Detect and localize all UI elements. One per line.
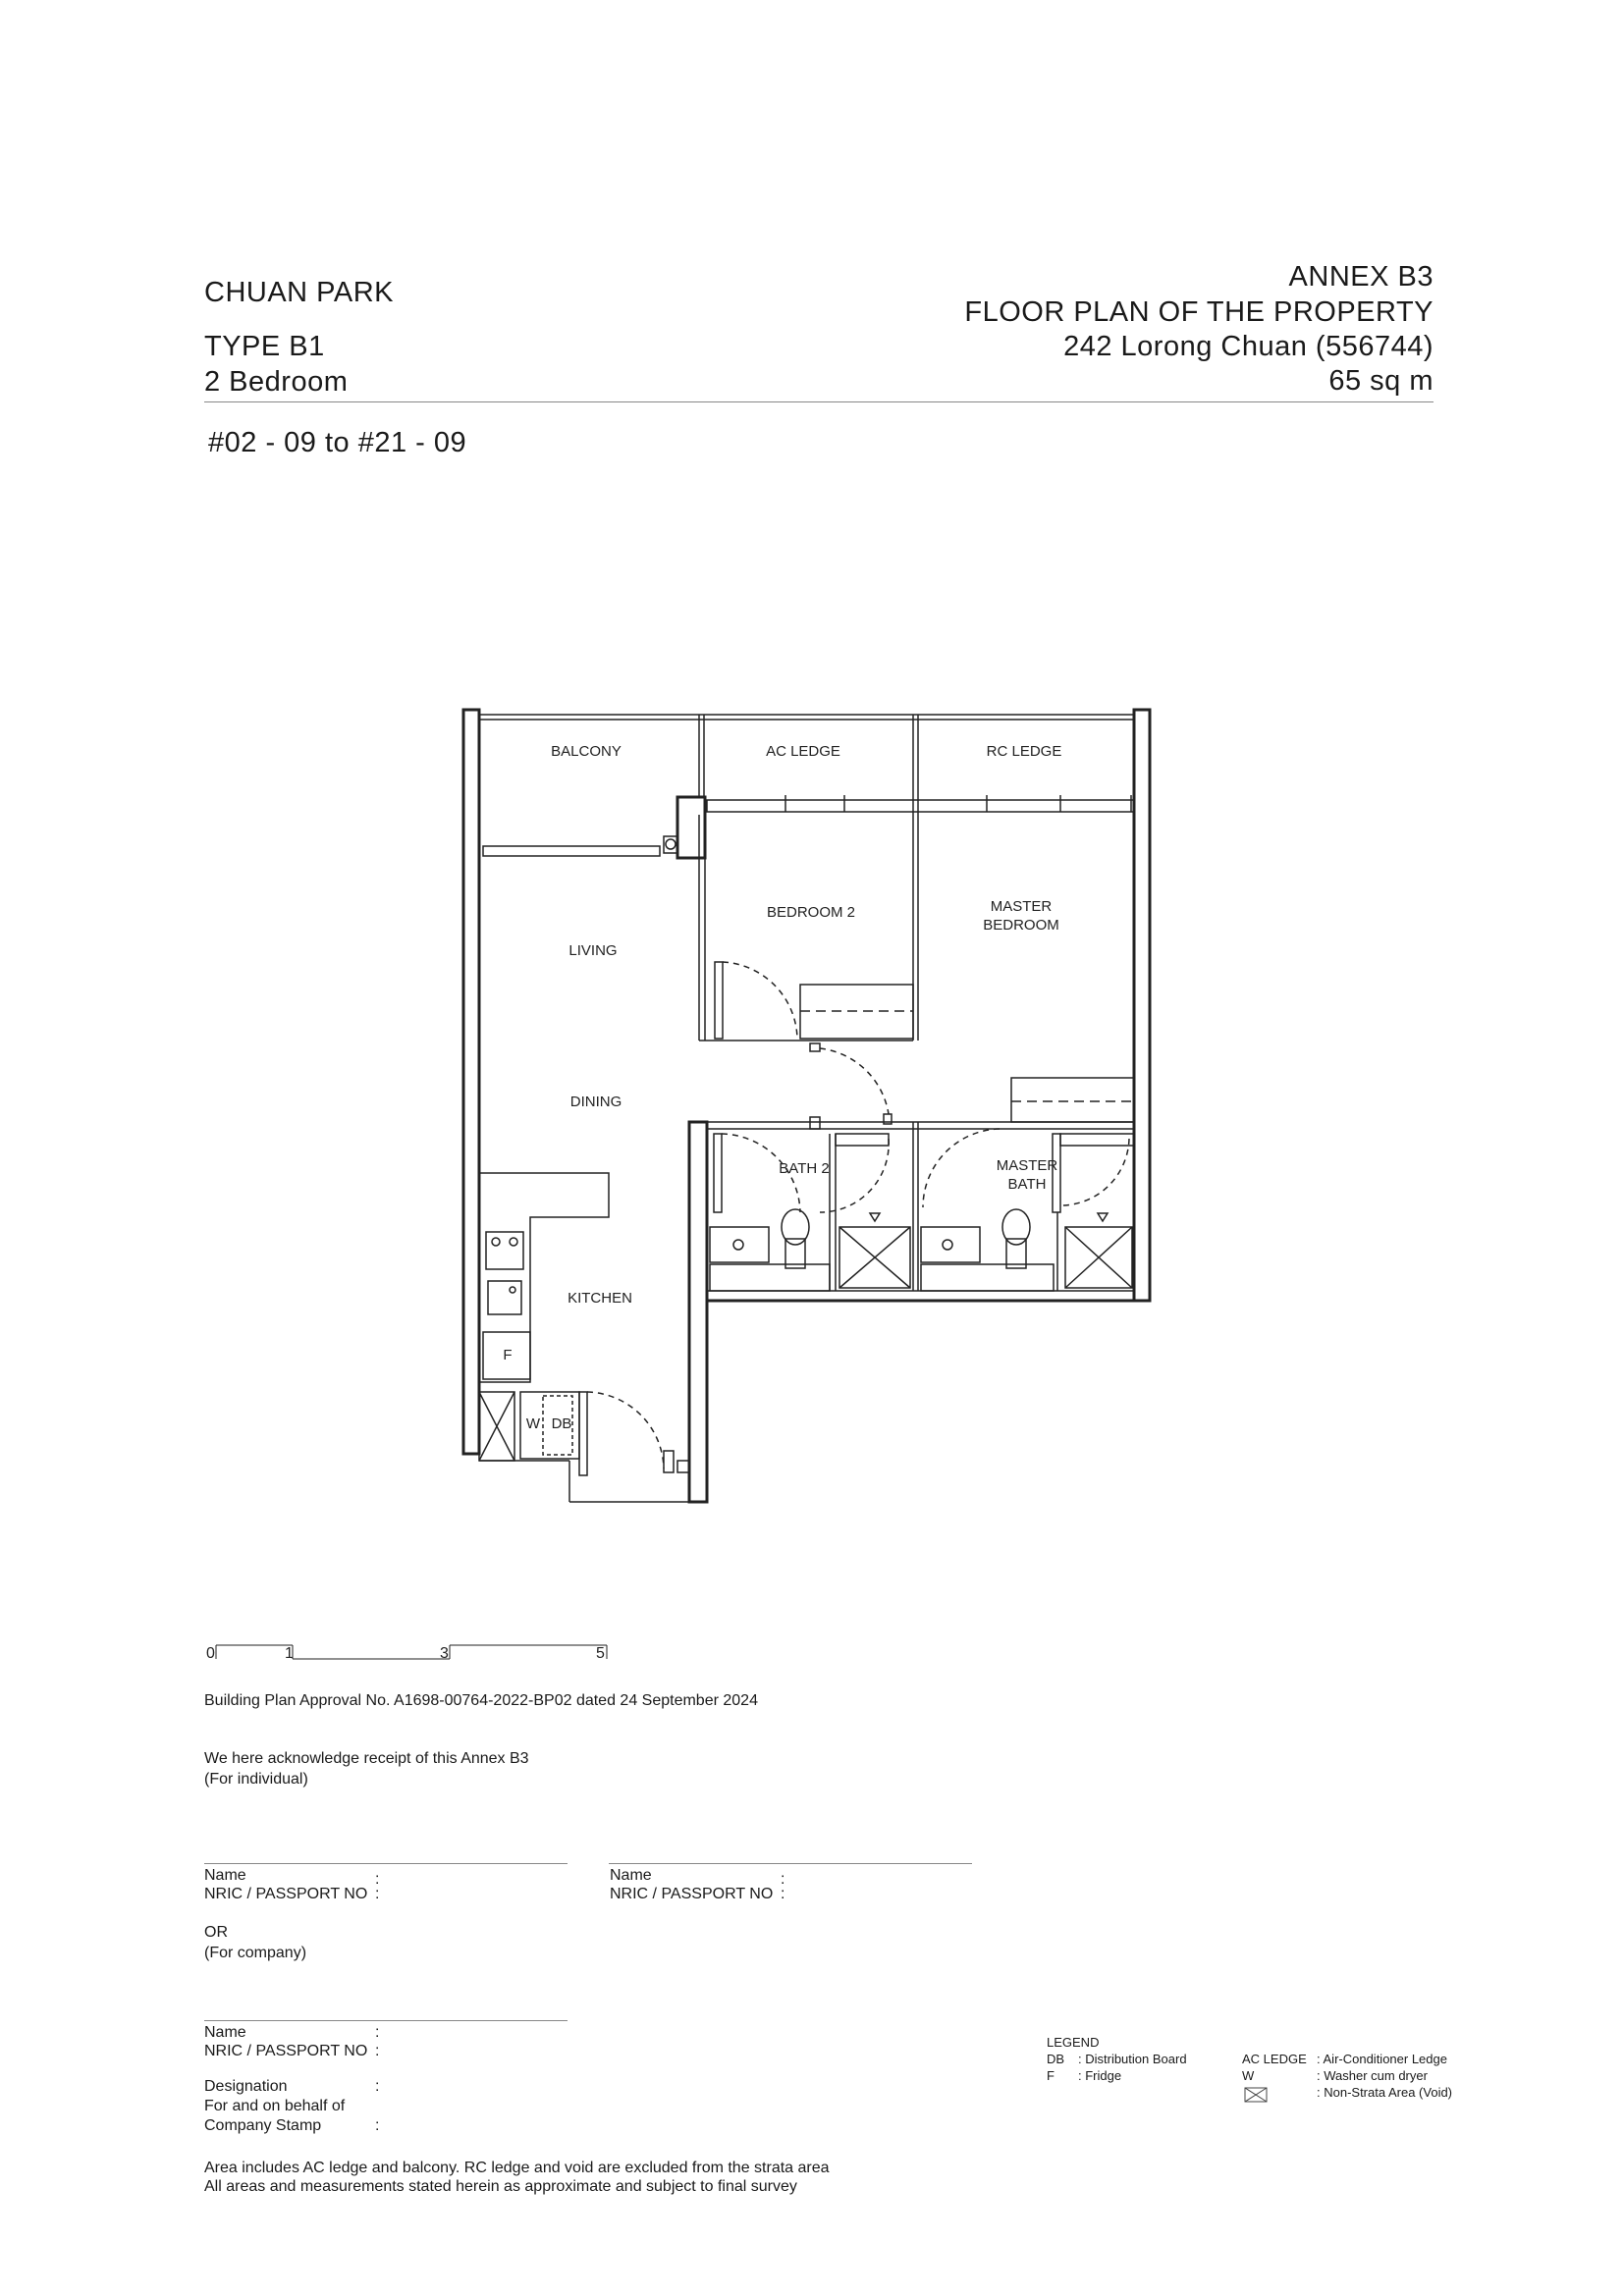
colon: : [375,1886,380,1902]
ledge-window [707,800,1134,812]
legend-desc-w: : Washer cum dryer [1317,2068,1428,2083]
main-door-stop [664,1451,674,1472]
balcony-sliding-door [483,846,660,856]
bedroom-count: 2 Bedroom [204,366,349,398]
label-washer: W [525,1415,541,1432]
master-counter [921,1264,1054,1291]
legend-desc-ac: : Air-Conditioner Ledge [1317,2052,1447,2066]
label-master-bath-1: MASTER [996,1157,1058,1174]
master-wardrobe [1011,1078,1134,1122]
legend-key-w: W [1242,2068,1255,2083]
master-vanity [921,1227,980,1262]
main-door-swing [587,1392,664,1468]
name-label-2: Name [610,1867,652,1884]
colon: : [375,2024,380,2041]
sink-tap [510,1287,515,1293]
master-drain [1098,1213,1108,1221]
bath2-door-leaf [714,1134,722,1212]
master-bath-screen [1060,1134,1134,1146]
label-dining: DINING [569,1094,622,1110]
signature-line-1 [204,1863,568,1864]
main-door-jamb [677,1461,689,1472]
signature-line-3 [204,2020,568,2021]
individual-label: (For individual) [204,1771,308,1788]
label-master-bedroom-2: BEDROOM [983,917,1059,934]
bath2-drain [870,1213,880,1221]
kitchen-counter [479,1173,609,1382]
legend-desc-db: : Distribution Board [1078,2052,1187,2066]
legend-key-db: DB [1047,2052,1065,2066]
company-label: (For company) [204,1945,307,1961]
core-wall [689,1122,707,1502]
nric-label-2: NRIC / PASSPORT NO [610,1886,774,1902]
acknowledge-line: We here acknowledge receipt of this Annex B3 [204,1750,529,1767]
scale-bar [216,1645,607,1659]
label-db: DB [551,1415,572,1432]
east-wall [1134,710,1150,1301]
scale-tick-5: 5 [596,1645,605,1662]
label-bath2: BATH 2 [779,1160,830,1177]
colon: : [375,2043,380,2059]
project-name: CHUAN PARK [204,277,394,308]
colon: : [375,2117,380,2134]
master-door-swing [820,1048,889,1114]
unit-numbers: #02 - 09 to #21 - 09 [208,427,467,458]
scale-tick-0: 0 [206,1645,215,1662]
name-label-1: Name [204,1867,246,1884]
signature-line-2 [609,1863,972,1864]
drain-point [666,839,676,849]
bedroom2-door-leaf [715,962,723,1039]
legend-title: LEGEND [1047,2035,1100,2050]
master-door-stop [810,1043,820,1051]
bedroom2-door-swing [723,962,797,1039]
bath2-sink [733,1240,743,1250]
scale-tick-1: 1 [285,1645,294,1662]
document-title: FLOOR PLAN OF THE PROPERTY [964,296,1434,328]
kitchen-sink [488,1281,521,1314]
void-legend-icon [1245,2088,1267,2102]
label-kitchen: KITCHEN [568,1290,632,1307]
scale-tick-3: 3 [440,1645,449,1662]
legend-key-ac: AC LEDGE [1242,2052,1307,2066]
or-label: OR [204,1924,228,1941]
structural-column [677,797,705,858]
area-note-2: All areas and measurements stated herein as approximate and subject to final survey [204,2178,797,2195]
colon: : [375,2078,380,2095]
master-bath-door-swing [923,1129,1000,1207]
bath2-shower-screen [836,1134,889,1146]
master-sink [943,1240,952,1250]
property-address: 242 Lorong Chuan (556744) [1063,331,1434,362]
label-living: LIVING [568,942,618,959]
bath2-vanity [710,1227,769,1262]
bath2-counter [710,1264,830,1291]
colon: : [781,1871,785,1888]
name-label-3: Name [204,2024,246,2041]
label-rc-ledge: RC LEDGE [986,743,1062,760]
legend-desc-void: : Non-Strata Area (Void) [1317,2085,1453,2100]
colon: : [781,1886,785,1902]
unit-type: TYPE B1 [204,331,325,362]
west-wall [463,710,479,1454]
label-master-bedroom-1: MASTER [990,898,1053,915]
behalf-label: For and on behalf of [204,2098,346,2114]
kitchen-hob [486,1232,523,1269]
hob-burner [492,1238,500,1246]
bath2-jamb [810,1117,820,1129]
main-door-leaf [579,1392,587,1475]
annex-title: ANNEX B3 [1288,261,1434,293]
label-fridge: F [503,1347,513,1363]
hob-burner [510,1238,517,1246]
label-balcony: BALCONY [551,743,622,760]
area-note-1: Area includes AC ledge and balcony. RC ledge and void are excluded from the strata area [204,2160,830,2176]
unit-area: 65 sq m [1328,365,1434,397]
approval-number: Building Plan Approval No. A1698-00764-2022-BP02 dated 24 September 2024 [204,1692,758,1709]
stamp-label: Company Stamp [204,2117,322,2134]
designation-label: Designation [204,2078,288,2095]
label-master-bath-2: BATH [1007,1176,1047,1193]
colon: : [375,1871,380,1888]
legend-key-f: F [1047,2068,1055,2083]
label-ac-ledge: AC LEDGE [766,743,840,760]
nric-label-3: NRIC / PASSPORT NO [204,2043,368,2059]
master-bath-shower-swing [1062,1139,1129,1205]
nric-label-1: NRIC / PASSPORT NO [204,1886,368,1902]
legend-desc-f: : Fridge [1078,2068,1122,2083]
label-bedroom2: BEDROOM 2 [766,904,856,921]
